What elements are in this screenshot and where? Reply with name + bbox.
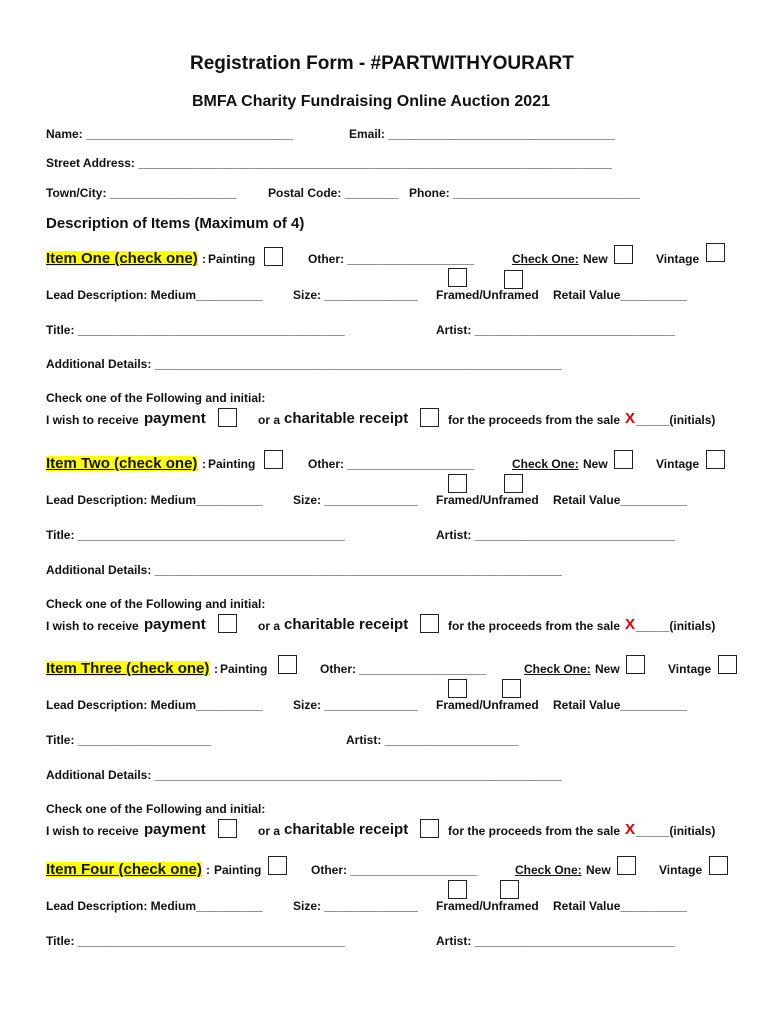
item-three-payment-checkbox[interactable]: [218, 819, 237, 838]
item-one-retail-value[interactable]: Retail Value__________: [553, 288, 688, 302]
item-one-new-checkbox[interactable]: [614, 245, 633, 264]
item-two-x-mark: X: [625, 616, 636, 633]
item-three-lead-description[interactable]: Lead Description: Medium__________: [46, 698, 263, 712]
item-one-framed-checkbox[interactable]: [448, 268, 467, 287]
item-three-heading: Item Three (check one): [46, 660, 210, 677]
item-two-proceeds-label: for the proceeds from the sale: [448, 619, 621, 633]
item-two-vintage-checkbox[interactable]: [706, 450, 725, 469]
item-four-size-field[interactable]: Size: ______________: [293, 899, 418, 913]
item-two-or-a-label: or a: [258, 619, 281, 633]
item-one-charitable-label: charitable receipt: [284, 410, 409, 427]
item-one-framed-label: Framed/Unframed: [436, 288, 539, 302]
item-three-new-label: New: [595, 662, 620, 676]
item-three-painting-checkbox[interactable]: [278, 655, 297, 674]
item-two-framed-checkbox[interactable]: [448, 474, 467, 493]
item-two-initials-field[interactable]: _____(initials): [636, 619, 716, 633]
item-two-artist-field[interactable]: Artist: ______________________________: [436, 528, 675, 542]
items-section-title: Description of Items (Maximum of 4): [46, 215, 305, 232]
item-three-unframed-checkbox[interactable]: [502, 679, 521, 698]
item-one-title-field[interactable]: Title: ________________________________________: [46, 323, 345, 337]
item-one-check-one-label: Check One:: [512, 252, 579, 266]
item-four-retail-value[interactable]: Retail Value__________: [553, 899, 688, 913]
item-three-artist-field[interactable]: Artist: ____________________: [346, 733, 519, 747]
item-one-heading: Item One (check one): [46, 250, 198, 267]
item-two-painting-checkbox[interactable]: [264, 450, 283, 469]
item-three-vintage-checkbox[interactable]: [718, 655, 737, 674]
item-three-painting-label: Painting: [220, 662, 268, 676]
item-three-x-mark: X: [625, 821, 636, 838]
item-two-vintage-label: Vintage: [656, 457, 700, 471]
item-four-other-field[interactable]: Other: ___________________: [311, 863, 478, 877]
item-one-initials-field[interactable]: _____(initials): [636, 413, 716, 427]
item-three-initials-field[interactable]: _____(initials): [636, 824, 716, 838]
item-four-vintage-checkbox[interactable]: [709, 856, 728, 875]
item-three-vintage-label: Vintage: [668, 662, 712, 676]
item-three-colon: :: [214, 662, 218, 676]
item-four-title-field[interactable]: Title: ________________________________________: [46, 934, 345, 948]
item-one-x-mark: X: [625, 410, 636, 427]
item-three-retail-value[interactable]: Retail Value__________: [553, 698, 688, 712]
item-one-size-field[interactable]: Size: ______________: [293, 288, 418, 302]
item-one-lead-description[interactable]: Lead Description: Medium__________: [46, 288, 263, 302]
item-three-new-checkbox[interactable]: [626, 655, 645, 674]
item-four-colon: :: [206, 863, 210, 877]
item-four-heading: Item Four (check one): [46, 861, 202, 878]
item-two-size-field[interactable]: Size: ______________: [293, 493, 418, 507]
item-four-unframed-checkbox[interactable]: [500, 880, 519, 899]
item-one-charitable-checkbox[interactable]: [420, 408, 439, 427]
item-one-painting-label: Painting: [208, 252, 256, 266]
email-field[interactable]: Email: __________________________________: [349, 127, 616, 141]
item-four-lead-description[interactable]: Lead Description: Medium__________: [46, 899, 263, 913]
item-two-colon: :: [202, 457, 206, 471]
item-three-or-a-label: or a: [258, 824, 281, 838]
item-three-payment-label: payment: [144, 821, 206, 838]
item-two-title-field[interactable]: Title: ________________________________________: [46, 528, 345, 542]
item-one-colon: :: [202, 252, 206, 266]
item-three-receive-label: I wish to receive: [46, 824, 139, 838]
item-three-framed-label: Framed/Unframed: [436, 698, 539, 712]
item-one-check-following: Check one of the Following and initial:: [46, 391, 266, 405]
item-two-check-one-label: Check One:: [512, 457, 579, 471]
item-three-charitable-checkbox[interactable]: [420, 819, 439, 838]
item-two-retail-value[interactable]: Retail Value__________: [553, 493, 688, 507]
item-four-framed-label: Framed/Unframed: [436, 899, 539, 913]
item-one-vintage-label: Vintage: [656, 252, 700, 266]
street-address-field[interactable]: Street Address: _______________________________________________________________________: [46, 156, 613, 170]
item-four-painting-checkbox[interactable]: [268, 856, 287, 875]
page-title: Registration Form - #PARTWITHYOURART: [190, 53, 574, 74]
item-three-check-one-label: Check One:: [524, 662, 591, 676]
postal-code-field[interactable]: Postal Code: ________: [268, 186, 399, 200]
item-four-artist-field[interactable]: Artist: ______________________________: [436, 934, 675, 948]
item-two-charitable-label: charitable receipt: [284, 616, 409, 633]
item-one-receive-label: I wish to receive: [46, 413, 139, 427]
item-two-new-checkbox[interactable]: [614, 450, 633, 469]
item-two-receive-label: I wish to receive: [46, 619, 139, 633]
item-one-payment-checkbox[interactable]: [218, 408, 237, 427]
item-two-lead-description[interactable]: Lead Description: Medium__________: [46, 493, 263, 507]
item-two-charitable-checkbox[interactable]: [420, 614, 439, 633]
item-one-unframed-checkbox[interactable]: [504, 270, 523, 289]
item-two-heading: Item Two (check one): [46, 455, 198, 472]
item-one-other-field[interactable]: Other: ___________________: [308, 252, 475, 266]
item-four-painting-label: Painting: [214, 863, 262, 877]
item-one-proceeds-label: for the proceeds from the sale: [448, 413, 621, 427]
item-one-artist-field[interactable]: Artist: ______________________________: [436, 323, 675, 337]
page-subtitle: BMFA Charity Fundraising Online Auction 2021: [192, 93, 550, 110]
item-one-payment-label: payment: [144, 410, 206, 427]
item-three-check-following: Check one of the Following and initial:: [46, 802, 266, 816]
item-three-size-field[interactable]: Size: ______________: [293, 698, 418, 712]
item-three-proceeds-label: for the proceeds from the sale: [448, 824, 621, 838]
item-three-additional-details[interactable]: Additional Details: _____________________________________________________________: [46, 768, 562, 782]
phone-field[interactable]: Phone: ____________________________: [409, 186, 640, 200]
item-four-new-label: New: [586, 863, 611, 877]
item-two-other-field[interactable]: Other: ___________________: [308, 457, 475, 471]
item-four-framed-checkbox[interactable]: [448, 880, 467, 899]
town-city-field[interactable]: Town/City: ___________________: [46, 186, 237, 200]
item-three-other-field[interactable]: Other: ___________________: [320, 662, 487, 676]
item-one-or-a-label: or a: [258, 413, 281, 427]
item-one-painting-checkbox[interactable]: [264, 247, 283, 266]
item-three-title-field[interactable]: Title: ____________________: [46, 733, 212, 747]
item-two-additional-details[interactable]: Additional Details: _____________________________________________________________: [46, 563, 562, 577]
item-two-painting-label: Painting: [208, 457, 256, 471]
item-three-framed-checkbox[interactable]: [448, 679, 467, 698]
item-one-vintage-checkbox[interactable]: [706, 243, 725, 262]
item-one-new-label: New: [583, 252, 608, 266]
item-two-unframed-checkbox[interactable]: [504, 474, 523, 493]
item-two-new-label: New: [583, 457, 608, 471]
item-four-new-checkbox[interactable]: [617, 856, 636, 875]
item-three-charitable-label: charitable receipt: [284, 821, 409, 838]
item-two-framed-label: Framed/Unframed: [436, 493, 539, 507]
item-two-check-following: Check one of the Following and initial:: [46, 597, 266, 611]
name-field[interactable]: Name: _______________________________: [46, 127, 293, 141]
item-one-additional-details[interactable]: Additional Details: _____________________________________________________________: [46, 357, 562, 371]
item-two-payment-checkbox[interactable]: [218, 614, 237, 633]
item-four-vintage-label: Vintage: [659, 863, 703, 877]
item-two-payment-label: payment: [144, 616, 206, 633]
item-four-check-one-label: Check One:: [515, 863, 582, 877]
